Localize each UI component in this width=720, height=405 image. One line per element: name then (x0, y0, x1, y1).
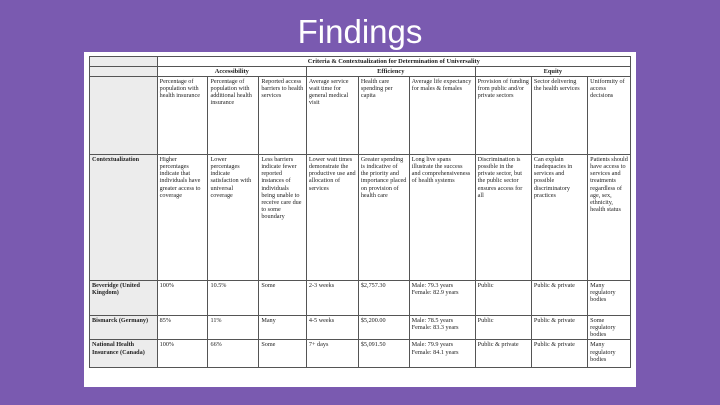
value-cell: Many regulatory bodies (588, 281, 631, 316)
value-cell: Some regulatory bodies (588, 316, 631, 340)
criterion-cell: Reported access barriers to health services (259, 77, 307, 155)
criteria-table (89, 56, 631, 368)
criterion-cell: Percentage of population with additional health insurance (208, 77, 259, 155)
category-accessibility: Accessibility (157, 67, 306, 77)
value-cell: 11% (208, 316, 259, 340)
value-cell: $2,757.30 (358, 281, 409, 316)
value-cell: Male: 78.5 years Female: 83.3 years (409, 316, 475, 340)
value-cell: Many regulatory bodies (588, 340, 631, 368)
context-cell: Patients should have access to services and treatments regardless of age, sex, ethnicity, health status (588, 155, 631, 281)
row-label: Beveridge (United Kingdom) (90, 281, 158, 316)
context-cell: Greater spending is indicative of the priority and importance placed on provision of health care (358, 155, 409, 281)
slide-title: Findings (297, 13, 423, 50)
value-cell: 10.5% (208, 281, 259, 316)
category-efficiency: Efficiency (306, 67, 475, 77)
value-cell: 7+ days (306, 340, 358, 368)
value-cell: 4-5 weeks (306, 316, 358, 340)
table-row (90, 316, 631, 340)
value-cell: Some (259, 281, 307, 316)
criterion-cell: Percentage of population with health insurance (157, 77, 208, 155)
value-cell: Public & private (531, 340, 587, 368)
value-cell: Many (259, 316, 307, 340)
criterion-cell: Average life expectancy for males & females (409, 77, 475, 155)
context-cell: Long live spans illustrate the success and comprehensiveness of health systems (409, 155, 475, 281)
corner-cell (90, 57, 158, 67)
criteria-table-image (84, 52, 636, 387)
value-cell: Public (475, 316, 531, 340)
criterion-cell: Health care spending per capita (358, 77, 409, 155)
criterion-cell: Average service wait time for general medical visit (306, 77, 358, 155)
value-cell: 66% (208, 340, 259, 368)
context-cell: Lower percentages indicate satisfaction with universal coverage (208, 155, 259, 281)
value-cell: Public & private (531, 316, 587, 340)
context-cell: Can explain inadequacies in services and possible discriminatory practices (531, 155, 587, 281)
value-cell: $5,200.00 (358, 316, 409, 340)
row-label: Bismarck (Germany) (90, 316, 158, 340)
value-cell: Public & private (475, 340, 531, 368)
context-cell: Discrimination is possible in the private sector, but the public sector ensures access for all (475, 155, 531, 281)
value-cell: 2-3 weeks (306, 281, 358, 316)
value-cell: Male: 79.9 years Female: 84.1 years (409, 340, 475, 368)
context-cell: Less barriers indicate fewer reported instances of individuals being unable to receive care due to some boundary (259, 155, 307, 281)
value-cell: 100% (157, 281, 208, 316)
criterion-cell: Uniformity of access decisions (588, 77, 631, 155)
value-cell: $5,091.50 (358, 340, 409, 368)
criterion-cell: Provision of funding from public and/or private sectors (475, 77, 531, 155)
row-label: Contextualization (90, 155, 158, 281)
value-cell: 85% (157, 316, 208, 340)
criteria-row (90, 77, 631, 155)
category-equity: Equity (475, 67, 630, 77)
context-cell: Higher percentages indicate that individuals have greater access to coverage (157, 155, 208, 281)
table-row (90, 281, 631, 316)
context-cell: Lower wait times demonstrate the productive use and allocation of services (306, 155, 358, 281)
contextualization-row (90, 155, 631, 281)
value-cell: 100% (157, 340, 208, 368)
row-label: National Health Insurance (Canada) (90, 340, 158, 368)
value-cell: Some (259, 340, 307, 368)
value-cell: Public & private (531, 281, 587, 316)
corner-cell (90, 77, 158, 155)
criterion-cell: Sector delivering the health services (531, 77, 587, 155)
corner-cell (90, 67, 158, 77)
table-row (90, 340, 631, 368)
value-cell: Male: 79.3 years Female: 82.9 years (409, 281, 475, 316)
table-title: Criteria & Contextualization for Determination of Universality (157, 57, 630, 67)
value-cell: Public (475, 281, 531, 316)
